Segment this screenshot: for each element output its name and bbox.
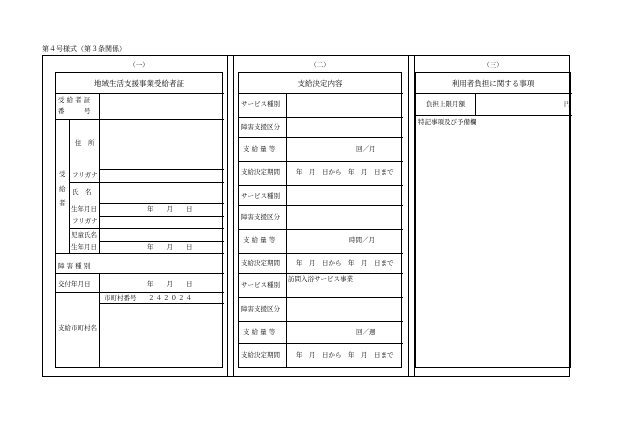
panel1-heading: 地域生活支援事業受給者証 — [94, 79, 184, 88]
period-label-2: 支給決定期間 — [241, 259, 280, 267]
furigana-label-1: フリガナ — [72, 171, 98, 179]
fold-separator-2 — [408, 56, 415, 376]
recipient-label-3: 者 — [59, 199, 66, 207]
notes-label: 特記事項及び予備欄 — [418, 118, 477, 126]
panel3-heading: 利用者負担に関する事項 — [451, 79, 535, 88]
municipality-code-label: 市町村番号 — [104, 294, 137, 302]
furigana-label-2: フリガナ — [72, 217, 98, 225]
birthdate-label-2: 生年月日 — [71, 243, 97, 251]
period-value-1: 年 月 日から 年 月 日まで — [296, 168, 394, 176]
panel3-section-label: （三） — [483, 61, 503, 69]
amount-label-2: 支 給 量 等 — [243, 236, 276, 244]
fold-separator-1 — [227, 56, 234, 376]
amount-unit-1: 回／月 — [356, 145, 376, 153]
form-number: 第４号様式（第３条関係） — [42, 45, 126, 53]
period-value-3: 年 月 日から 年 月 日まで — [296, 351, 394, 359]
amount-label-1: 支 給 量 等 — [243, 145, 276, 153]
provider-municipality-label: 支給市町村名 — [58, 324, 97, 332]
panel2-section-label: （二） — [310, 61, 330, 69]
panel2-heading: 支給決定内容 — [297, 79, 343, 88]
issue-date-value: 年 月 日 — [147, 280, 193, 288]
amount-unit-3: 回／週 — [356, 328, 376, 336]
child-name-label: 児童氏名 — [71, 231, 97, 239]
recipient-label-2: 給 — [59, 185, 66, 193]
issue-date-label: 交付年月日 — [58, 280, 91, 288]
service-type-label-3: サービス種別 — [241, 281, 280, 289]
service-type-label-1: サービス種別 — [241, 100, 280, 108]
amount-label-3: 支 給 量 等 — [243, 328, 276, 336]
service-type-value-3: 訪問入浴サービス事業 — [288, 275, 353, 283]
support-class-label-3: 障害支援区分 — [241, 305, 280, 313]
recipient-label-1: 受 — [59, 170, 66, 178]
cost-limit-unit: 円 — [564, 100, 571, 108]
service-type-label-2: サービス種別 — [241, 192, 280, 200]
name-label: 氏 名 — [72, 188, 92, 196]
panel3-box — [415, 72, 571, 368]
cert-number-label: 受 給 者 証 — [58, 96, 91, 104]
amount-unit-2: 時間／月 — [349, 236, 375, 244]
panel1-section-label: （一） — [129, 61, 149, 69]
period-value-2: 年 月 日から 年 月 日まで — [296, 259, 394, 267]
birthdate-value-2: 年 月 日 — [147, 243, 193, 251]
cert-number-label-2: 番 号 — [58, 107, 91, 115]
birthdate-value-1: 年 月 日 — [147, 205, 193, 213]
birthdate-label-1: 生年月日 — [71, 205, 97, 213]
period-label-3: 支給決定期間 — [241, 351, 280, 359]
cost-limit-label: 負担上限月額 — [426, 100, 465, 108]
period-label-1: 支給決定期間 — [241, 168, 280, 176]
municipality-code-value: ２４２０２４ — [148, 294, 193, 302]
support-class-label-2: 障害支援区分 — [241, 213, 280, 221]
address-label: 住 所 — [75, 139, 95, 147]
support-class-label-1: 障害支援区分 — [241, 123, 280, 131]
disability-type-label: 障 害 種 別 — [58, 262, 91, 270]
